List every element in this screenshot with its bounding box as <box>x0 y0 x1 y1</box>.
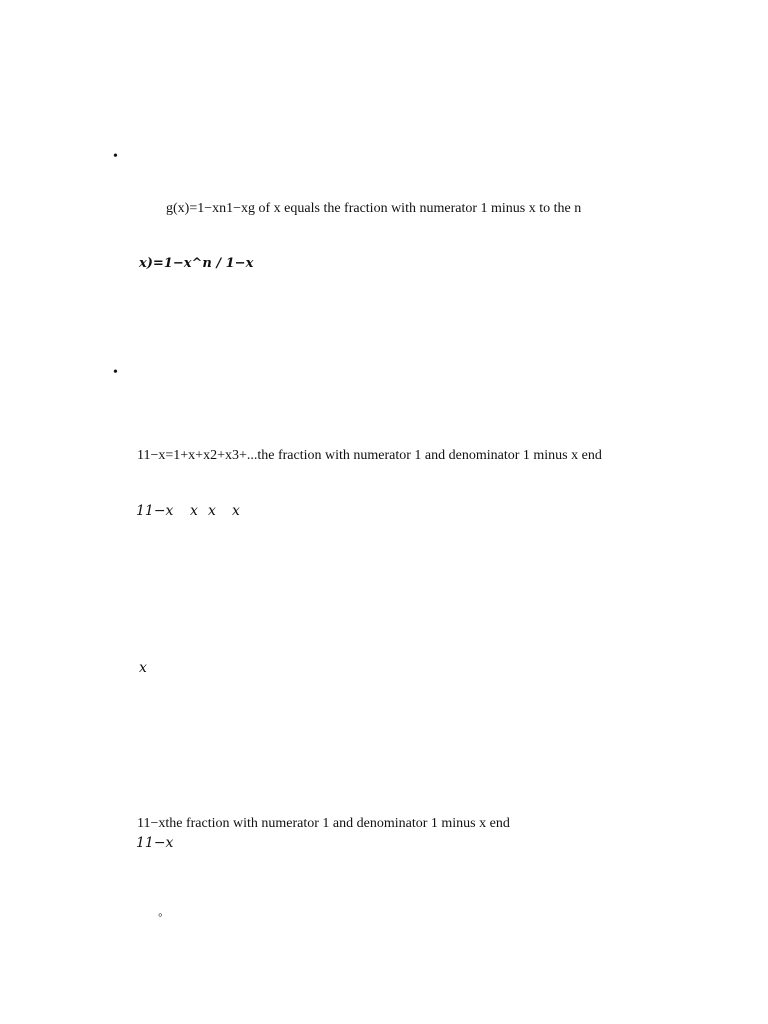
math-variable-x: x <box>232 503 240 519</box>
geometric-series-text: 11−x=1+x+x2+x3+...the fraction with numerator 1 and denominator 1 minus x end <box>137 448 602 463</box>
math-variable-x: x <box>208 503 216 519</box>
math-variable-x: x <box>139 660 147 676</box>
fraction-description-text: 11−xthe fraction with numerator 1 and denominator 1 minus x end <box>137 816 510 831</box>
g-formula: x)=1−x^n / 1−x <box>139 256 254 271</box>
math-fraction-2: 11−x <box>136 835 174 851</box>
sub-bullet-marker: ◦ <box>158 907 163 922</box>
bullet-marker: • <box>113 149 118 164</box>
g-definition-text: g(x)=1−xn1−xg of x equals the fraction with numerator 1 minus x to the n <box>166 201 582 216</box>
math-variable-x: x <box>190 503 198 519</box>
math-fraction-1: 11−x <box>136 503 174 519</box>
bullet-marker: • <box>113 365 118 380</box>
